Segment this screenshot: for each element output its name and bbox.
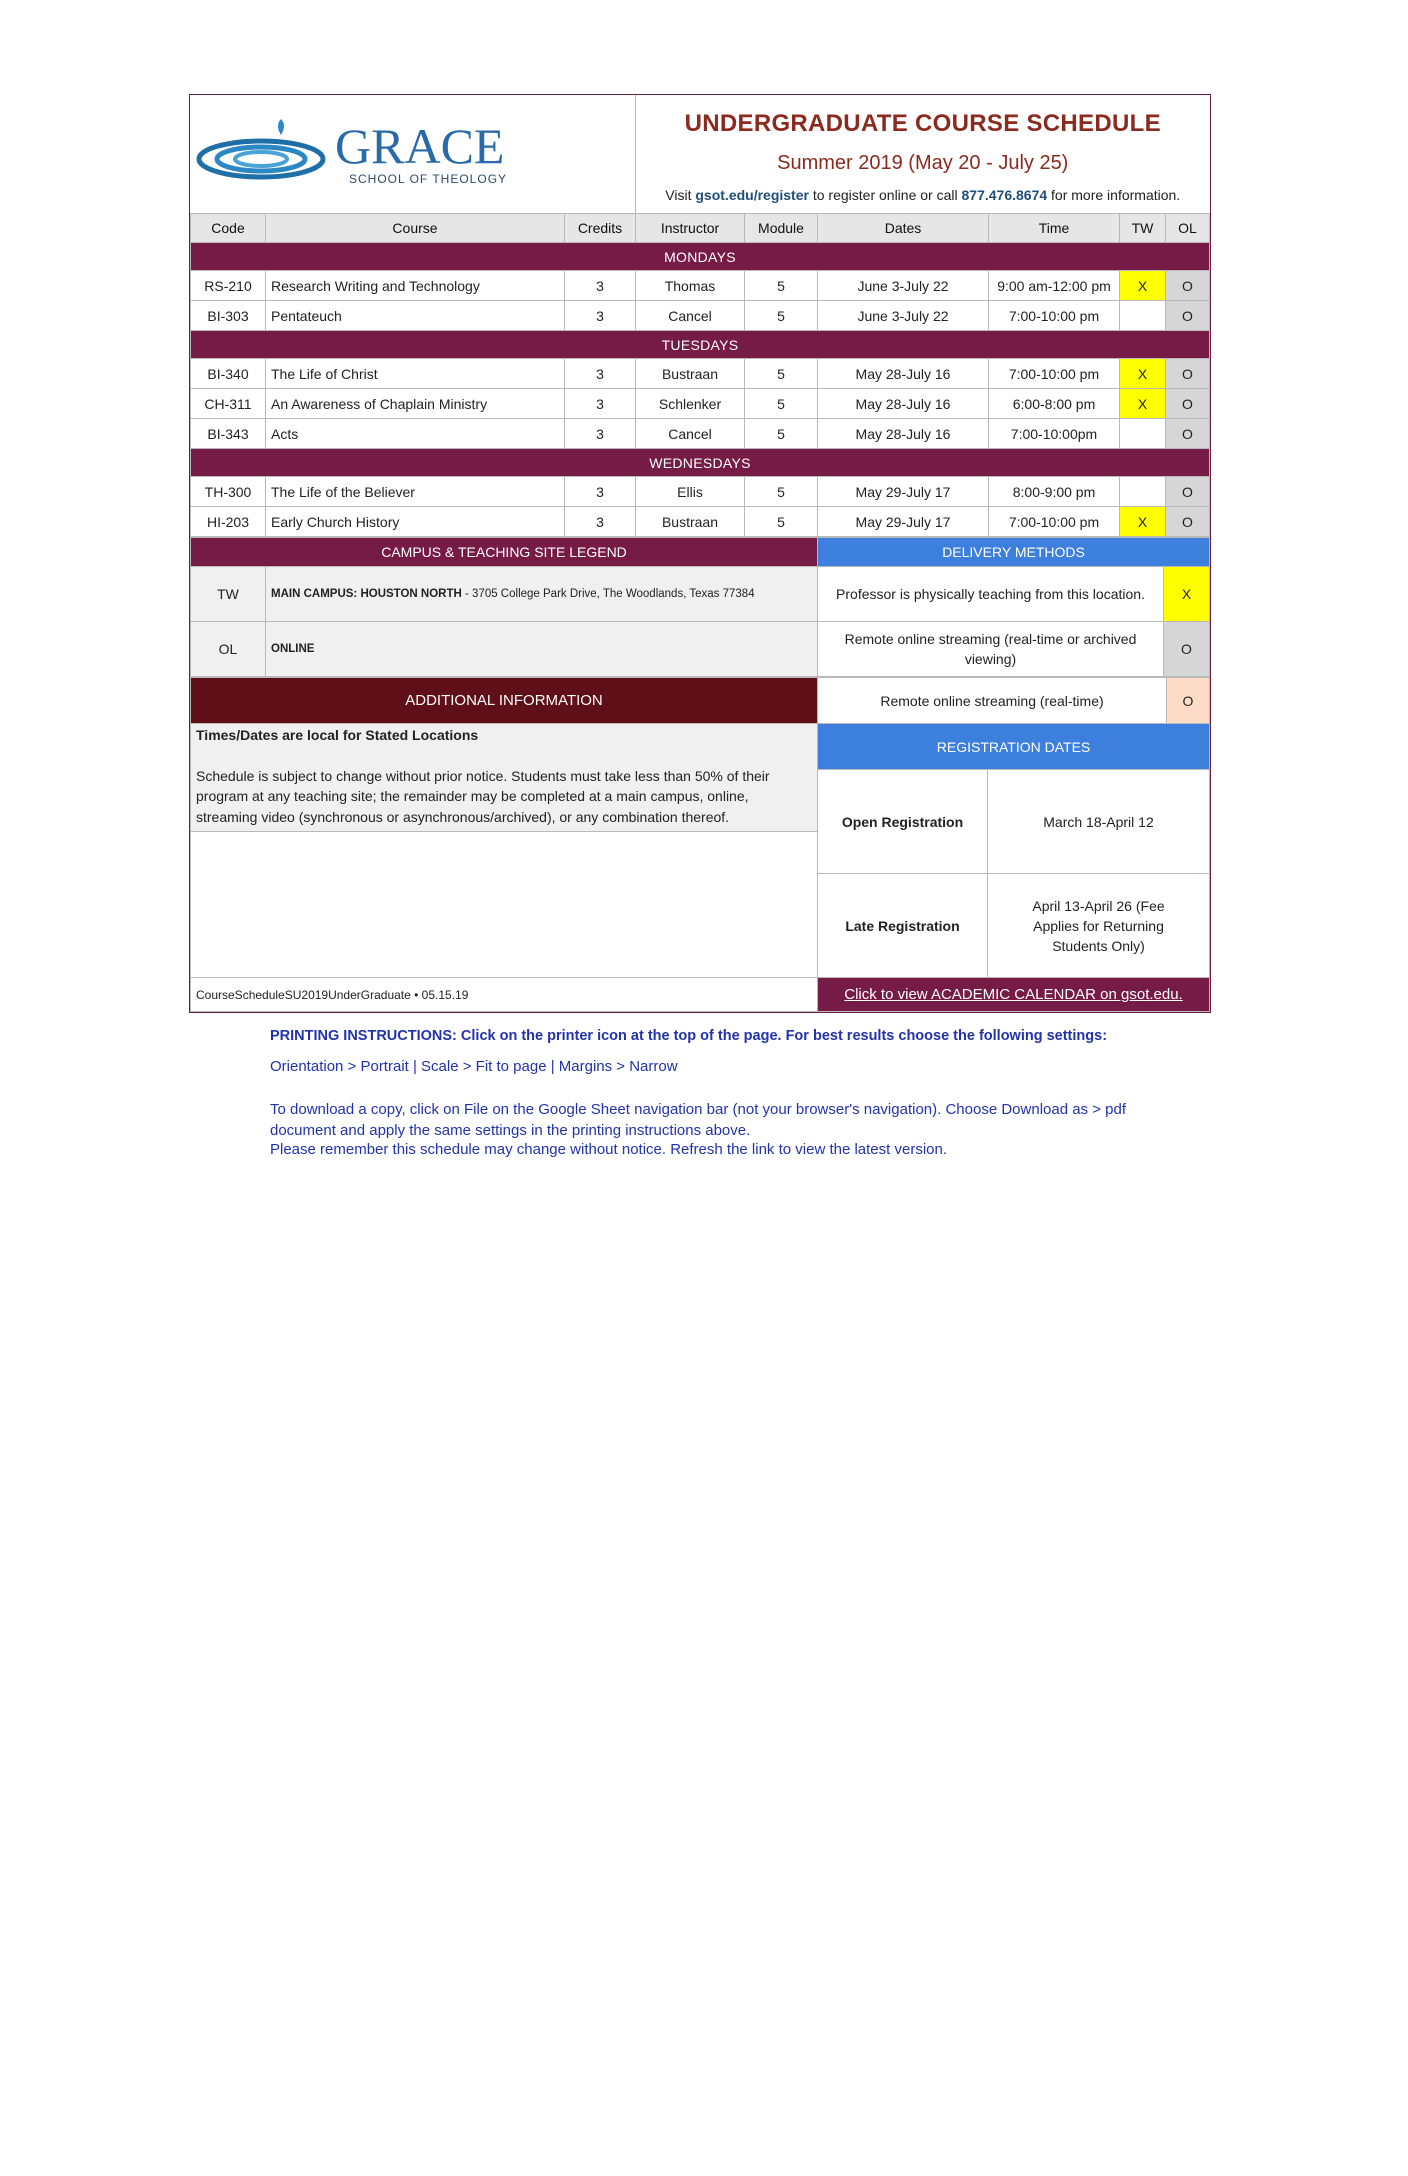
register-link[interactable]: gsot.edu/register — [695, 186, 809, 203]
tw-mark — [1120, 419, 1166, 449]
course-code: BI-343 — [191, 419, 266, 449]
ol-mark: O — [1166, 477, 1210, 507]
table-row — [191, 271, 1210, 301]
grace-logo-icon — [195, 113, 525, 193]
course-title: Research Writing and Technology — [266, 271, 565, 301]
legend-ol-code: OL — [191, 622, 266, 677]
col-credits: Credits — [565, 214, 636, 243]
legend-table — [190, 537, 1210, 677]
day-header-tuesdays: TUESDAYS — [191, 331, 1210, 359]
course-title: An Awareness of Chaplain Ministry — [266, 389, 565, 419]
delivery-mark: O — [1163, 622, 1209, 677]
table-row — [191, 301, 1210, 331]
time: 7:00-10:00pm — [989, 419, 1120, 449]
dates: May 28-July 16 — [818, 389, 989, 419]
legend-ol-label: ONLINE — [266, 622, 818, 677]
course-title: The Life of the Believer — [266, 477, 565, 507]
dates: June 3-July 22 — [818, 271, 989, 301]
delivery-title: DELIVERY METHODS — [818, 538, 1210, 567]
course-code: RS-210 — [191, 271, 266, 301]
credits: 3 — [565, 301, 636, 331]
column-header-row — [191, 214, 1210, 243]
instructor: Ellis — [636, 477, 745, 507]
credits: 3 — [565, 271, 636, 301]
download-instructions: To download a copy, click on File on the Google Sheet navigation bar (not your browser's navigation). Choose Download as > pdf document and apply the same settings in the printing instructions above. — [270, 1101, 1127, 1139]
table-row — [191, 419, 1210, 449]
table-row — [191, 359, 1210, 389]
time: 7:00-10:00 pm — [989, 359, 1120, 389]
module: 5 — [745, 359, 818, 389]
remember-note: Please remember this schedule may change without notice. Refresh the link to view the latest version. — [270, 1141, 948, 1158]
dates: May 29-July 17 — [818, 477, 989, 507]
day-header-wednesdays: WEDNESDAYS — [191, 449, 1210, 477]
document-id: CourseScheduleSU2019UnderGraduate • 05.15.19 — [191, 978, 818, 1012]
course-schedule-sheet — [189, 94, 1211, 1013]
open-registration-dates: March 18-April 12 — [988, 770, 1210, 874]
printing-settings: Orientation > Portrait | Scale > Fit to page | Margins > Narrow — [270, 1058, 678, 1075]
course-code: BI-303 — [191, 301, 266, 331]
term-subtitle: Summer 2019 (May 20 - July 25) — [777, 151, 1069, 174]
col-code: Code — [191, 214, 266, 243]
logo — [190, 95, 635, 213]
ol-mark: O — [1166, 389, 1210, 419]
col-dates: Dates — [818, 214, 989, 243]
page-title: UNDERGRADUATE COURSE SCHEDULE — [684, 109, 1161, 137]
col-instructor: Instructor — [636, 214, 745, 243]
visit-line: Visit gsot.edu/register to register online or call 877.476.8674 for more information. — [665, 186, 1181, 203]
legend-title: CAMPUS & TEACHING SITE LEGEND — [191, 538, 818, 567]
col-course: Course — [266, 214, 565, 243]
registration-title: REGISTRATION DATES — [818, 724, 1210, 770]
course-code: CH-311 — [191, 389, 266, 419]
ol-mark: O — [1166, 301, 1210, 331]
table-row — [191, 389, 1210, 419]
header-info — [635, 95, 1210, 213]
credits: 3 — [565, 477, 636, 507]
dates: May 28-July 16 — [818, 359, 989, 389]
tw-mark — [1120, 301, 1166, 331]
col-ol: OL — [1166, 214, 1210, 243]
additional-heading: Times/Dates are local for Stated Locations — [196, 727, 479, 743]
course-code: BI-340 — [191, 359, 266, 389]
late-registration-label: Late Registration — [818, 874, 988, 978]
tw-mark: X — [1120, 271, 1166, 301]
course-code: HI-203 — [191, 507, 266, 537]
course-title: Early Church History — [266, 507, 565, 537]
ol-mark: O — [1166, 271, 1210, 301]
instructor: Bustraan — [636, 359, 745, 389]
tw-mark — [1120, 477, 1166, 507]
instructor: Bustraan — [636, 507, 745, 537]
dates: June 3-July 22 — [818, 301, 989, 331]
additional-info-title: ADDITIONAL INFORMATION — [191, 678, 818, 724]
instructor: Cancel — [636, 301, 745, 331]
info-table — [190, 677, 1210, 1012]
module: 5 — [745, 419, 818, 449]
time: 8:00-9:00 pm — [989, 477, 1120, 507]
day-header-mondays: MONDAYS — [191, 243, 1210, 271]
phone-number: 877.476.8674 — [961, 186, 1048, 203]
delivery-mark: X — [1163, 567, 1209, 622]
ol-mark: O — [1166, 419, 1210, 449]
header-table — [190, 95, 1210, 213]
module: 5 — [745, 389, 818, 419]
instructor: Thomas — [636, 271, 745, 301]
legend-tw-label: MAIN CAMPUS: HOUSTON NORTH - 3705 College Park Drive, The Woodlands, Texas 77384 — [266, 567, 818, 622]
delivery-item: Professor is physically teaching from this location. — [818, 567, 1164, 622]
schedule-table — [190, 213, 1210, 537]
module: 5 — [745, 271, 818, 301]
academic-calendar-link[interactable]: Click to view ACADEMIC CALENDAR on gsot.edu. — [818, 978, 1210, 1012]
col-time: Time — [989, 214, 1120, 243]
legend-tw-code: TW — [191, 567, 266, 622]
additional-info-body — [191, 724, 818, 978]
time: 6:00-8:00 pm — [989, 389, 1120, 419]
time: 9:00 am-12:00 pm — [989, 271, 1120, 301]
table-row — [191, 507, 1210, 537]
module: 5 — [745, 477, 818, 507]
course-title: The Life of Christ — [266, 359, 565, 389]
tw-mark: X — [1120, 359, 1166, 389]
late-registration-dates: April 13-April 26 (Fee Applies for Returning Students Only) — [988, 874, 1210, 978]
credits: 3 — [565, 389, 636, 419]
credits: 3 — [565, 359, 636, 389]
additional-text: Schedule is subject to change without prior notice. Students must take less than 50% of their program at any teaching site; the remainder may be completed at a main campus, online, streaming video (synchronous or asynchronous/archived), or any combination thereof. — [196, 767, 770, 825]
open-registration-label: Open Registration — [818, 770, 988, 874]
module: 5 — [745, 301, 818, 331]
delivery-item: Remote online streaming (real-time) — [818, 678, 1167, 724]
course-title: Pentateuch — [266, 301, 565, 331]
delivery-item: Remote online streaming (real-time or archived viewing) — [818, 622, 1164, 677]
table-row — [191, 477, 1210, 507]
tw-mark: X — [1120, 389, 1166, 419]
credits: 3 — [565, 507, 636, 537]
svg-text:GRACE: GRACE — [335, 117, 505, 174]
course-title: Acts — [266, 419, 565, 449]
tw-mark: X — [1120, 507, 1166, 537]
ol-mark: O — [1166, 359, 1210, 389]
dates: May 29-July 17 — [818, 507, 989, 537]
course-code: TH-300 — [191, 477, 266, 507]
instructor: Cancel — [636, 419, 745, 449]
delivery-mark: O — [1167, 678, 1210, 724]
module: 5 — [745, 507, 818, 537]
printing-heading: PRINTING INSTRUCTIONS: Click on the printer icon at the top of the page. For best results choose the following settings: — [270, 1028, 1108, 1044]
col-tw: TW — [1120, 214, 1166, 243]
svg-text:SCHOOL OF THEOLOGY: SCHOOL OF THEOLOGY — [349, 171, 508, 186]
time: 7:00-10:00 pm — [989, 507, 1120, 537]
credits: 3 — [565, 419, 636, 449]
ol-mark: O — [1166, 507, 1210, 537]
col-module: Module — [745, 214, 818, 243]
instructor: Schlenker — [636, 389, 745, 419]
time: 7:00-10:00 pm — [989, 301, 1120, 331]
dates: May 28-July 16 — [818, 419, 989, 449]
